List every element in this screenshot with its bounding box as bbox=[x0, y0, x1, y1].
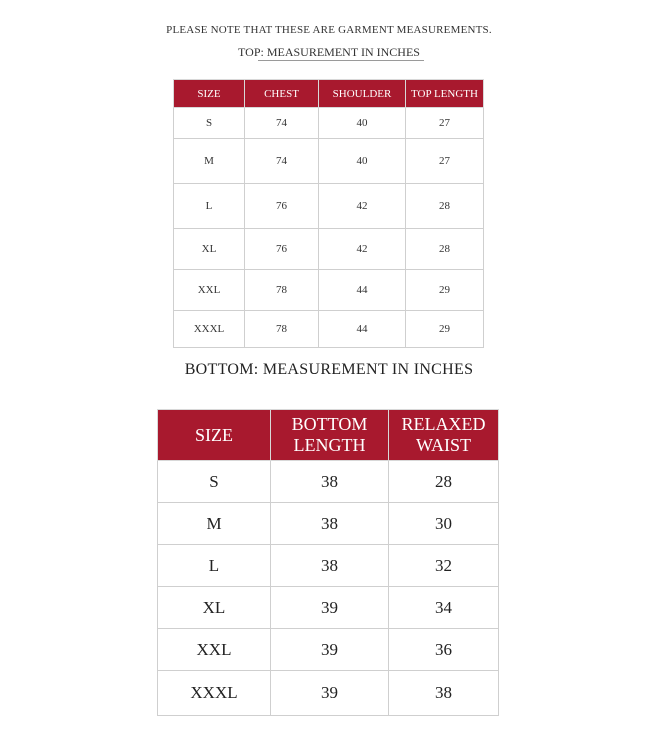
top-cell-shoulder: 40 bbox=[319, 108, 406, 139]
top-cell-shoulder: 44 bbox=[319, 270, 406, 311]
top-cell-chest: 76 bbox=[245, 184, 319, 229]
top-cell-shoulder: 40 bbox=[319, 139, 406, 184]
table-row bbox=[174, 184, 484, 229]
top-cell-top-length: 29 bbox=[406, 270, 484, 311]
bottom-cell-bottom-length: 38 bbox=[271, 461, 389, 503]
top-cell-chest: 74 bbox=[245, 108, 319, 139]
top-size-table bbox=[173, 79, 484, 348]
bottom-header-relaxed-waist: RELAXED WAIST bbox=[389, 410, 499, 461]
bottom-cell-size: XL bbox=[158, 587, 271, 629]
top-cell-top-length: 28 bbox=[406, 184, 484, 229]
table-row bbox=[174, 108, 484, 139]
top-cell-top-length: 28 bbox=[406, 229, 484, 270]
top-cell-size: M bbox=[174, 139, 245, 184]
table-row bbox=[158, 671, 499, 716]
table-row bbox=[174, 229, 484, 270]
bottom-cell-size: L bbox=[158, 545, 271, 587]
table-row bbox=[174, 311, 484, 348]
top-header-chest: CHEST bbox=[245, 80, 319, 108]
top-title-underline bbox=[258, 60, 424, 61]
bottom-size-table bbox=[157, 409, 499, 716]
bottom-measurement-title: BOTTOM: MEASUREMENT IN INCHES bbox=[184, 361, 474, 378]
top-cell-size: S bbox=[174, 108, 245, 139]
bottom-cell-bottom-length: 39 bbox=[271, 671, 389, 716]
top-cell-top-length: 27 bbox=[406, 108, 484, 139]
top-cell-top-length: 29 bbox=[406, 311, 484, 348]
top-cell-chest: 76 bbox=[245, 229, 319, 270]
bottom-table-header-row bbox=[158, 410, 499, 461]
table-row bbox=[158, 545, 499, 587]
top-header-shoulder: SHOULDER bbox=[319, 80, 406, 108]
bottom-cell-size: S bbox=[158, 461, 271, 503]
top-cell-chest: 74 bbox=[245, 139, 319, 184]
bottom-cell-relaxed-waist: 30 bbox=[389, 503, 499, 545]
bottom-header-size: SIZE bbox=[158, 410, 271, 461]
table-row bbox=[174, 270, 484, 311]
top-cell-size: XL bbox=[174, 229, 245, 270]
bottom-cell-bottom-length: 39 bbox=[271, 629, 389, 671]
top-header-top-length: TOP LENGTH bbox=[406, 80, 484, 108]
garment-measurement-note: PLEASE NOTE THAT THESE ARE GARMENT MEASUREMENTS. bbox=[166, 24, 492, 36]
bottom-cell-bottom-length: 39 bbox=[271, 587, 389, 629]
top-cell-shoulder: 42 bbox=[319, 229, 406, 270]
top-cell-size: L bbox=[174, 184, 245, 229]
bottom-cell-bottom-length: 38 bbox=[271, 545, 389, 587]
bottom-header-bottom-length: BOTTOM LENGTH bbox=[271, 410, 389, 461]
table-row bbox=[158, 587, 499, 629]
bottom-cell-relaxed-waist: 28 bbox=[389, 461, 499, 503]
table-row bbox=[158, 629, 499, 671]
top-header-size: SIZE bbox=[174, 80, 245, 108]
top-cell-shoulder: 44 bbox=[319, 311, 406, 348]
top-cell-top-length: 27 bbox=[406, 139, 484, 184]
top-measurement-title: TOP: MEASUREMENT IN INCHES bbox=[238, 45, 420, 59]
top-table-header-row bbox=[174, 80, 484, 108]
top-cell-size: XXXL bbox=[174, 311, 245, 348]
top-cell-shoulder: 42 bbox=[319, 184, 406, 229]
top-cell-size: XXL bbox=[174, 270, 245, 311]
bottom-cell-relaxed-waist: 32 bbox=[389, 545, 499, 587]
table-row bbox=[174, 139, 484, 184]
table-row bbox=[158, 503, 499, 545]
bottom-cell-bottom-length: 38 bbox=[271, 503, 389, 545]
table-row bbox=[158, 461, 499, 503]
bottom-cell-relaxed-waist: 38 bbox=[389, 671, 499, 716]
bottom-cell-size: XXXL bbox=[158, 671, 271, 716]
bottom-cell-size: XXL bbox=[158, 629, 271, 671]
bottom-cell-size: M bbox=[158, 503, 271, 545]
top-cell-chest: 78 bbox=[245, 311, 319, 348]
bottom-cell-relaxed-waist: 36 bbox=[389, 629, 499, 671]
bottom-cell-relaxed-waist: 34 bbox=[389, 587, 499, 629]
top-cell-chest: 78 bbox=[245, 270, 319, 311]
